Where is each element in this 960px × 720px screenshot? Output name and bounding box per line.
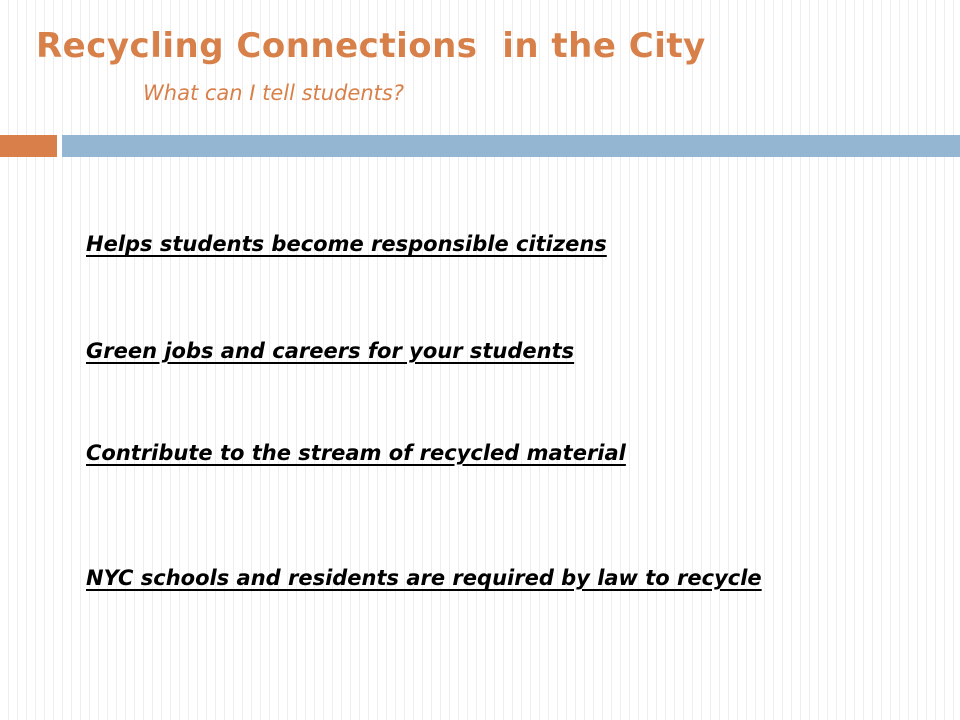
point-recycled-material: Contribute to the stream of recycled material	[86, 441, 626, 465]
point-nyc-recycling-law: NYC schools and residents are required by law to recycle	[86, 566, 762, 590]
slide-title: Recycling Connections in the City	[36, 26, 706, 66]
title-rule-bar	[62, 135, 960, 157]
title-rule-accent	[0, 135, 57, 157]
slide-subtitle: What can I tell students?	[143, 81, 404, 105]
point-green-jobs: Green jobs and careers for your students	[86, 339, 575, 363]
point-responsible-citizens: Helps students become responsible citizens	[86, 232, 607, 256]
